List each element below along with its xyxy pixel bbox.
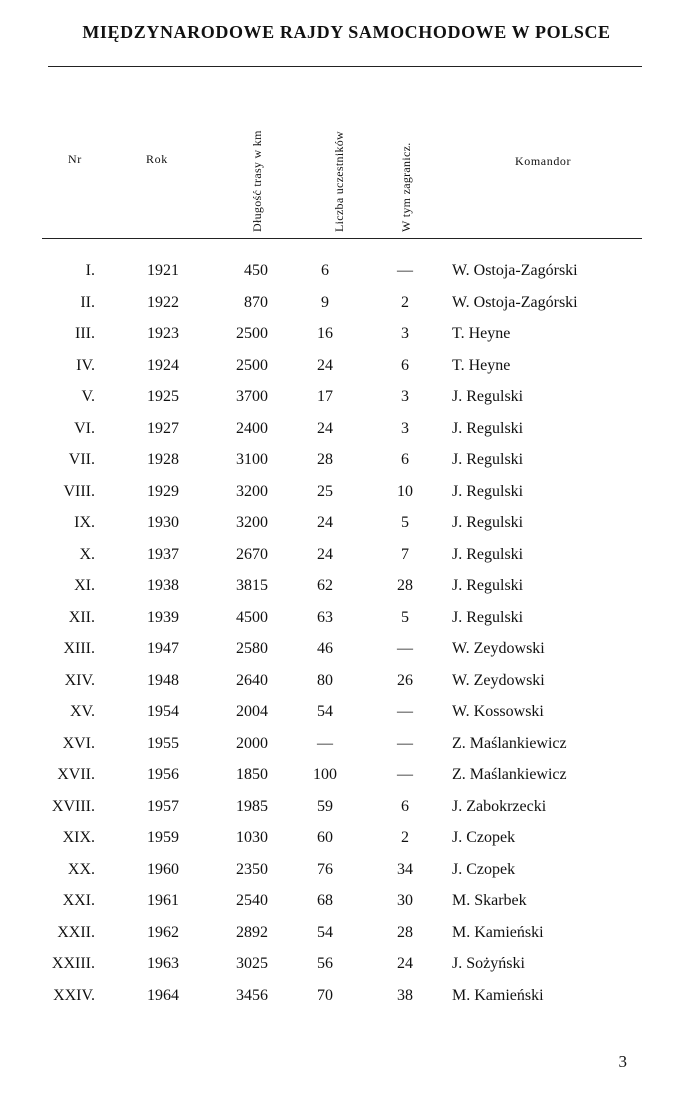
cell-zagranica: 28	[397, 923, 413, 941]
cell-zagranica: 6	[401, 797, 409, 815]
cell-zagranica: 34	[397, 860, 413, 878]
table-row	[0, 542, 693, 574]
cell-nr: XXIII.	[51, 955, 95, 972]
cell-zagranica: 26	[397, 671, 413, 689]
cell-komandor: J. Sożyński	[452, 955, 525, 972]
cell-komandor: J. Regulski	[452, 451, 524, 468]
cell-nr: VII.	[68, 451, 95, 468]
cell-dlugosc: 2500	[236, 356, 268, 374]
cell-rok: 1954	[147, 703, 179, 720]
cell-dlugosc: 1985	[236, 797, 268, 815]
cell-dlugosc: 2004	[236, 703, 268, 720]
cell-nr: XV.	[69, 703, 95, 720]
cell-liczba: 56	[317, 955, 333, 972]
cell-nr: XVI.	[62, 734, 95, 752]
cell-liczba: 70	[317, 986, 333, 1004]
cell-liczba: 9	[321, 293, 329, 311]
cell-dlugosc: 4500	[236, 608, 268, 626]
cell-zagranica: 6	[401, 451, 409, 468]
cell-zagranica: 24	[397, 955, 413, 972]
cell-rok: 1963	[147, 955, 179, 972]
cell-nr: I.	[85, 262, 95, 279]
table-body	[0, 258, 693, 1014]
cell-nr: XVII.	[57, 766, 95, 783]
cell-dlugosc: 3025	[236, 955, 268, 972]
cell-dlugosc: 3700	[236, 388, 268, 405]
page-title: MIĘDZYNARODOWE RAJDY SAMOCHODOWE W POLSCE	[82, 22, 611, 42]
cell-zagranica: —	[397, 640, 413, 657]
cell-liczba: 6	[321, 262, 329, 279]
cell-dlugosc: 2580	[236, 640, 268, 657]
cell-dlugosc: 2500	[236, 325, 268, 342]
cell-dlugosc: 2350	[236, 860, 268, 878]
table-row	[0, 573, 693, 605]
cell-dlugosc: 2000	[236, 734, 268, 752]
cell-rok: 1922	[147, 293, 179, 311]
cell-dlugosc: 3200	[236, 482, 268, 500]
cell-komandor: T. Heyne	[452, 356, 511, 374]
cell-zagranica: 3	[401, 419, 409, 437]
cell-nr: II.	[80, 293, 95, 311]
cell-dlugosc: 870	[244, 293, 268, 311]
cell-nr: XI.	[74, 577, 95, 594]
table-row	[0, 321, 693, 353]
cell-dlugosc: 1850	[236, 766, 268, 783]
cell-rok: 1957	[147, 797, 179, 815]
cell-komandor: Z. Maślankiewicz	[452, 766, 567, 783]
cell-komandor: W. Ostoja-Zagórski	[452, 293, 578, 311]
page-number: 3	[618, 1052, 627, 1071]
cell-komandor: J. Regulski	[452, 577, 524, 594]
cell-zagranica: 6	[401, 356, 409, 374]
cell-komandor: M. Kamieński	[452, 986, 544, 1004]
table-row	[0, 762, 693, 794]
cell-liczba: 16	[317, 325, 333, 342]
cell-rok: 1962	[147, 923, 179, 941]
cell-rok: 1959	[147, 829, 179, 846]
cell-zagranica: —	[397, 262, 413, 279]
top-rule	[48, 66, 642, 67]
cell-rok: 1923	[147, 325, 179, 342]
table-row	[0, 605, 693, 637]
cell-liczba: 59	[317, 797, 333, 815]
cell-liczba: 17	[317, 388, 333, 405]
cell-liczba: 80	[317, 671, 333, 689]
cell-nr: XII.	[68, 608, 95, 626]
cell-komandor: W. Zeydowski	[452, 671, 545, 689]
cell-rok: 1939	[147, 608, 179, 626]
header-liczba: Liczba uczestników	[332, 130, 346, 232]
table-row	[0, 920, 693, 952]
cell-rok: 1964	[147, 986, 179, 1004]
cell-komandor: W. Zeydowski	[452, 640, 545, 657]
cell-zagranica: 38	[397, 986, 413, 1004]
table-row	[0, 857, 693, 889]
cell-zagranica: 7	[401, 545, 409, 563]
table-row	[0, 258, 693, 290]
cell-liczba: 76	[317, 860, 333, 878]
header-komandor: Komandor	[515, 154, 572, 168]
cell-zagranica: 2	[401, 293, 409, 311]
cell-rok: 1928	[147, 451, 179, 468]
header-dlugosc: Długość trasy w km	[250, 130, 264, 232]
header-rok: Rok	[146, 152, 168, 166]
cell-komandor: J. Regulski	[452, 514, 524, 531]
cell-rok: 1924	[147, 356, 179, 374]
header-nr: Nr	[68, 152, 82, 166]
table-row	[0, 290, 693, 322]
table-row	[0, 384, 693, 416]
cell-komandor: M. Kamieński	[452, 923, 544, 941]
cell-komandor: J. Zabokrzecki	[452, 797, 547, 815]
cell-komandor: J. Regulski	[452, 545, 524, 563]
cell-zagranica: —	[397, 766, 413, 783]
header-rule	[42, 238, 642, 239]
cell-rok: 1947	[147, 640, 179, 657]
cell-nr: XIX.	[62, 829, 95, 846]
cell-liczba: 62	[317, 577, 333, 594]
cell-rok: 1927	[147, 419, 179, 437]
cell-komandor: J. Regulski	[452, 608, 524, 626]
cell-liczba: 24	[317, 356, 333, 374]
table-row	[0, 479, 693, 511]
cell-komandor: J. Regulski	[452, 419, 524, 437]
cell-rok: 1921	[147, 262, 179, 279]
cell-dlugosc: 3815	[236, 577, 268, 594]
cell-zagranica: 30	[397, 892, 413, 909]
table-row	[0, 731, 693, 763]
table-row	[0, 699, 693, 731]
cell-komandor: W. Ostoja-Zagórski	[452, 262, 578, 279]
cell-dlugosc: 3200	[236, 514, 268, 531]
cell-dlugosc: 2540	[236, 892, 268, 909]
cell-komandor: T. Heyne	[452, 325, 511, 342]
table-row	[0, 888, 693, 920]
cell-liczba: 24	[317, 419, 333, 437]
cell-nr: VIII.	[63, 482, 95, 500]
cell-liczba: 24	[317, 514, 333, 531]
cell-dlugosc: 2670	[236, 545, 268, 563]
cell-liczba: 68	[317, 892, 333, 909]
cell-komandor: J. Regulski	[452, 482, 524, 500]
cell-liczba: 25	[317, 482, 333, 500]
cell-rok: 1930	[147, 514, 179, 531]
cell-liczba: 54	[317, 703, 333, 720]
cell-rok: 1938	[147, 577, 179, 594]
cell-nr: XXI.	[62, 892, 95, 909]
cell-rok: 1948	[147, 671, 179, 689]
cell-nr: X.	[79, 545, 95, 563]
cell-komandor: J. Regulski	[452, 388, 524, 405]
cell-zagranica: 28	[397, 577, 413, 594]
cell-liczba: 60	[317, 829, 333, 846]
cell-nr: IX.	[74, 514, 95, 531]
cell-rok: 1937	[147, 545, 179, 563]
cell-nr: XVIII.	[51, 797, 95, 815]
cell-rok: 1929	[147, 482, 179, 500]
cell-zagranica: —	[397, 703, 413, 720]
cell-dlugosc: 1030	[236, 829, 268, 846]
cell-nr: III.	[75, 325, 95, 342]
cell-zagranica: 5	[401, 608, 409, 626]
table-row	[0, 794, 693, 826]
cell-zagranica: 3	[401, 388, 409, 405]
table-row	[0, 353, 693, 385]
cell-liczba: 63	[317, 608, 333, 626]
cell-nr: XX.	[67, 860, 95, 878]
cell-nr: V.	[81, 388, 95, 405]
table-row	[0, 510, 693, 542]
cell-liczba: 24	[317, 545, 333, 563]
cell-zagranica: 2	[401, 829, 409, 846]
cell-zagranica: —	[397, 734, 413, 752]
cell-liczba: 28	[317, 451, 333, 468]
cell-rok: 1960	[147, 860, 179, 878]
table-row	[0, 636, 693, 668]
cell-nr: IV.	[76, 356, 95, 374]
cell-rok: 1925	[147, 388, 179, 405]
cell-nr: XXII.	[57, 923, 95, 941]
cell-komandor: M. Skarbek	[452, 892, 527, 909]
table-row	[0, 983, 693, 1015]
cell-dlugosc: 3456	[236, 986, 268, 1004]
table-row	[0, 668, 693, 700]
cell-liczba: 54	[317, 923, 333, 941]
cell-rok: 1961	[147, 892, 179, 909]
header-zagranica: W tym zagranicz.	[399, 142, 413, 232]
cell-liczba: 100	[313, 766, 337, 783]
cell-nr: XXIV.	[53, 986, 95, 1004]
cell-zagranica: 10	[397, 482, 413, 500]
cell-nr: XIV.	[64, 671, 95, 689]
cell-liczba: —	[317, 734, 333, 752]
cell-dlugosc: 3100	[236, 451, 268, 468]
cell-dlugosc: 2400	[236, 419, 268, 437]
cell-komandor: J. Czopek	[452, 860, 516, 878]
cell-nr: XIII.	[63, 640, 95, 657]
cell-dlugosc: 2892	[236, 923, 268, 941]
table-row	[0, 825, 693, 857]
cell-rok: 1956	[147, 766, 179, 783]
table-row	[0, 951, 693, 983]
table-row	[0, 416, 693, 448]
cell-dlugosc: 450	[244, 262, 268, 279]
cell-nr: VI.	[74, 419, 95, 437]
cell-liczba: 46	[317, 640, 333, 657]
cell-komandor: J. Czopek	[452, 829, 516, 846]
cell-rok: 1955	[147, 734, 179, 752]
table-row	[0, 447, 693, 479]
cell-zagranica: 3	[401, 325, 409, 342]
cell-dlugosc: 2640	[236, 671, 268, 689]
cell-zagranica: 5	[401, 514, 409, 531]
cell-komandor: Z. Maślankiewicz	[452, 734, 567, 752]
cell-komandor: W. Kossowski	[452, 703, 544, 720]
